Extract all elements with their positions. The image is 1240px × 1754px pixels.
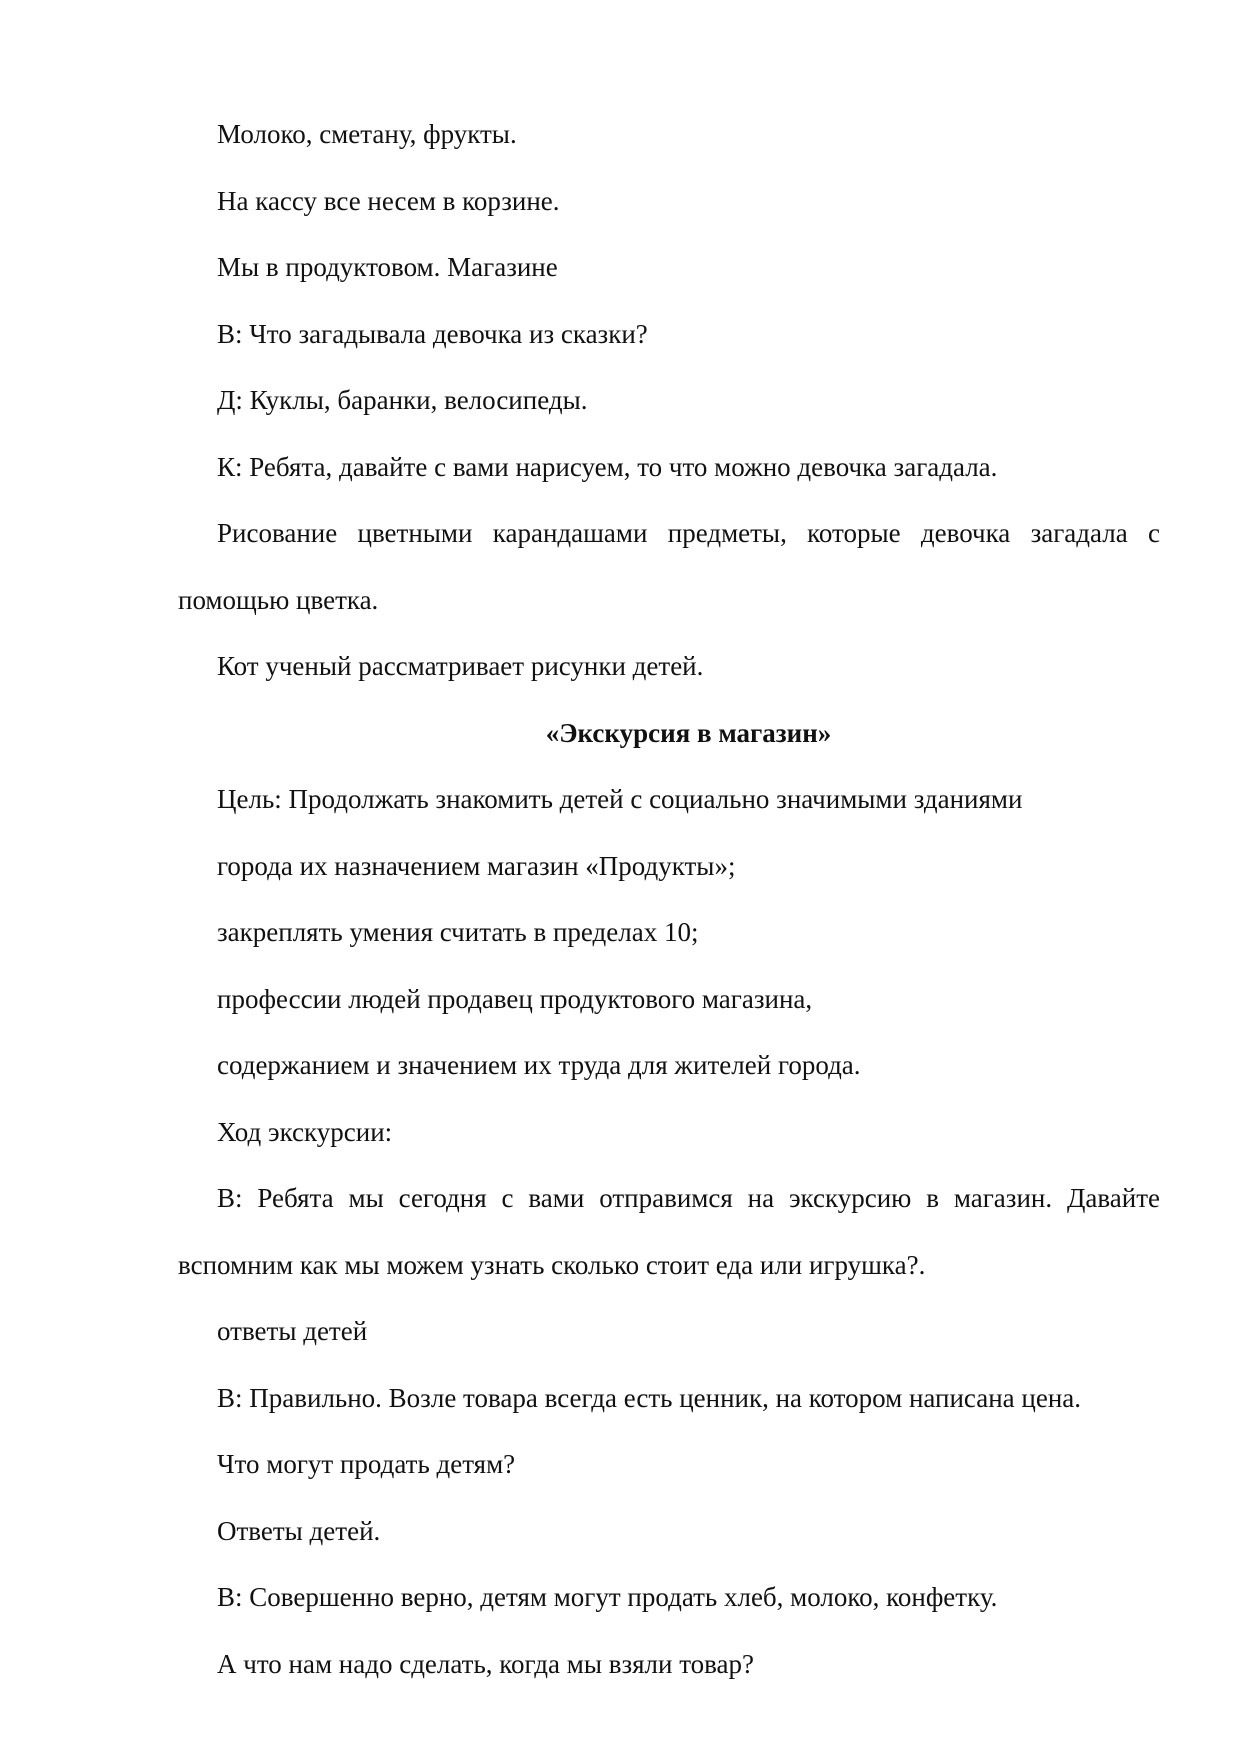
paragraph: Кот ученый рассматривает рисунки детей.	[217, 651, 704, 681]
section-heading: «Экскурсия в магазин»	[545, 717, 832, 748]
paragraph: На кассу все несем в корзине.	[217, 185, 560, 216]
paragraph: Рисование цветными карандашами предметы, которые девочка загадала с помощью цветка.	[178, 518, 1160, 615]
paragraph: ответы детей	[217, 1316, 368, 1346]
paragraph: Молоко, сметану, фрукты.	[217, 119, 517, 149]
paragraph: закреплять умения считать в пределах 10;	[217, 917, 699, 947]
paragraph: В: Что загадывала девочка из сказки?	[217, 318, 648, 349]
paragraph: содержанием и значением их труда для жителей города.	[217, 1050, 861, 1080]
paragraph: В: Правильно. Возле товара всегда есть ценник, на котором написана цена.	[217, 1382, 1082, 1413]
paragraph: Что могут продать детям?	[217, 1449, 516, 1479]
paragraph: А что нам надо сделать, когда мы взяли товар?	[217, 1648, 755, 1679]
paragraph: Мы в продуктовом. Магазине	[217, 252, 558, 282]
paragraph: В: Ребята мы сегодня с вами отправимся на экскурсию в магазин. Давайте вспомним как мы можем узнать сколько стоит еда или игрушка?.	[178, 1183, 1160, 1280]
paragraph: Д: Куклы, баранки, велосипеды.	[217, 385, 588, 415]
paragraph: К: Ребята, давайте с вами нарисуем, то что можно девочка загадала.	[217, 451, 998, 482]
paragraph: В: Совершенно верно, детям могут продать хлеб, молоко, конфетку.	[217, 1582, 998, 1612]
paragraph: Ход экскурсии:	[217, 1116, 393, 1147]
paragraph: профессии людей продавец продуктового магазина,	[217, 983, 813, 1014]
document-page	[178, 101, 1160, 1697]
paragraph: Цель: Продолжать знакомить детей с социально значимыми зданиями	[217, 784, 1023, 814]
paragraph: Ответы детей.	[217, 1515, 381, 1546]
paragraph: города их назначением магазин «Продукты»;	[217, 850, 736, 881]
